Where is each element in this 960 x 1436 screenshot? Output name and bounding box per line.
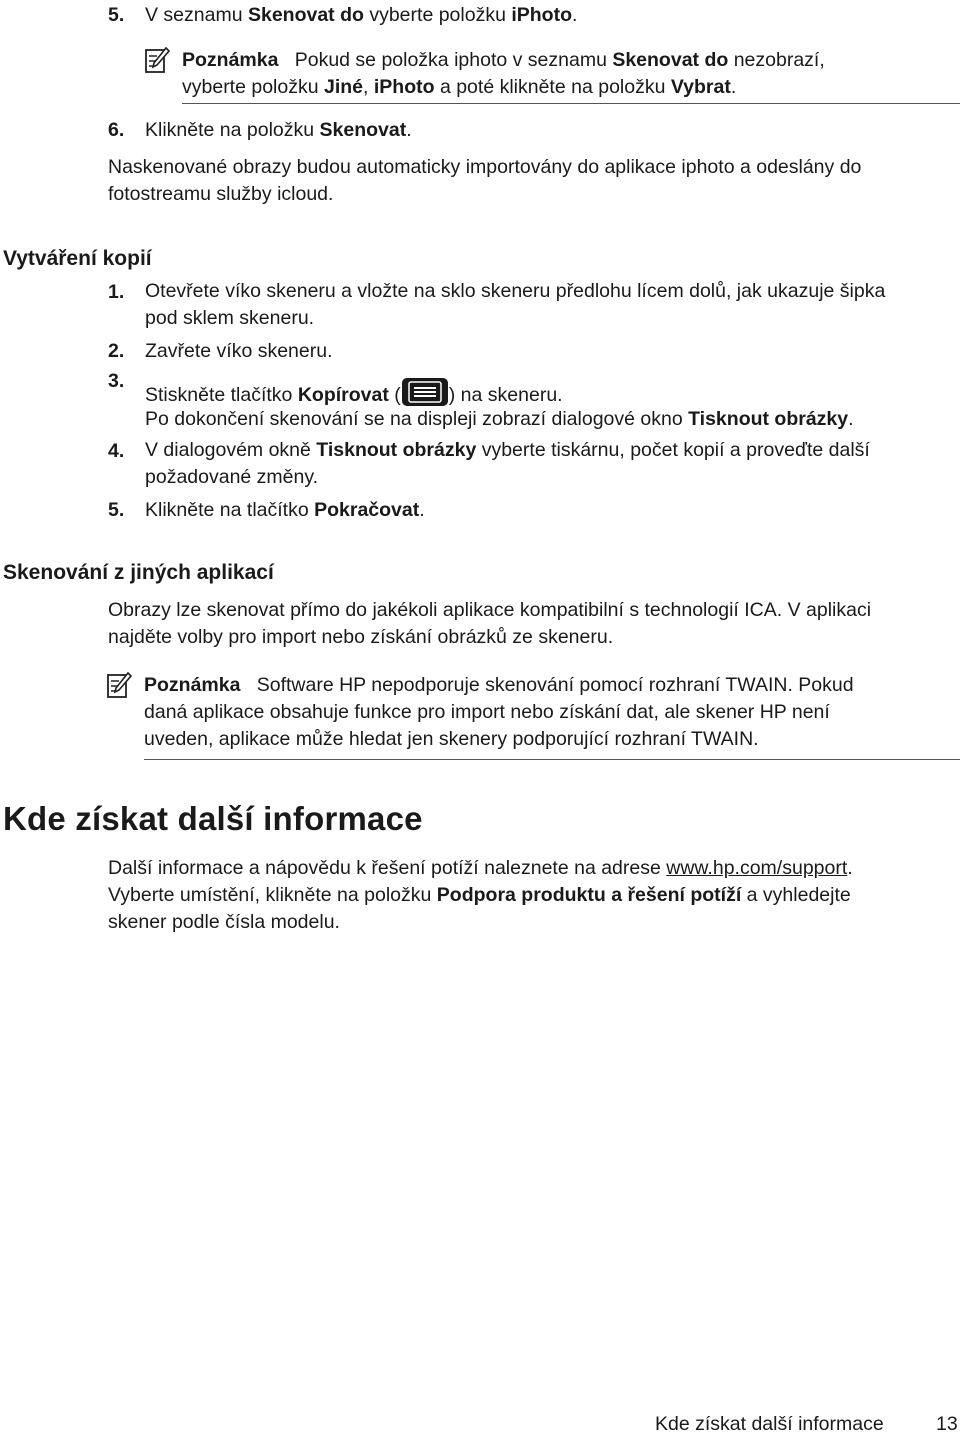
page-number: 13	[936, 1413, 958, 1435]
step-number: 3.	[108, 370, 125, 392]
paragraph: Další informace a nápovědu k řešení potíží naleznete na adrese www.hp.com/support. Vyberte umístění, klikněte na položku Podpora produktu a řešení potíží a vyhledejte skener podle čísla modelu.	[108, 857, 853, 933]
step-number: 6.	[108, 119, 125, 141]
step-text: Otevřete víko skeneru a vložte na sklo skeneru předlohu lícem dolů, jak ukazuje šipka pod sklem skeneru.	[145, 280, 886, 329]
note-rule	[144, 759, 960, 760]
support-link[interactable]: www.hp.com/support	[666, 857, 848, 879]
step-text: Klikněte na položku Skenovat.	[145, 119, 412, 141]
note-icon	[144, 46, 170, 74]
step-text: Klikněte na tlačítko Pokračovat.	[145, 499, 425, 521]
page-heading: Kde získat další informace	[3, 800, 423, 837]
note-icon	[106, 671, 132, 699]
step-number: 4.	[108, 440, 125, 462]
footer-section-title: Kde získat další informace	[655, 1413, 884, 1435]
step-text: V dialogovém okně Tisknout obrázky vyberte tiskárnu, počet kopií a proveďte další požadované změny.	[145, 439, 870, 488]
paragraph: Obrazy lze skenovat přímo do jakékoli aplikace kompatibilní s technologií ICA. V aplikaci najděte volby pro import nebo získání obrázků ze skeneru.	[108, 599, 872, 648]
step-text: Po dokončení skenování se na displeji zobrazí dialogové okno Tisknout obrázky.	[145, 408, 854, 430]
step-number: 5.	[108, 4, 125, 26]
section-heading: Vytváření kopií	[3, 247, 152, 270]
copy-button-icon	[401, 377, 449, 407]
paragraph: Naskenované obrazy budou automaticky importovány do aplikace iphoto a odeslány do fotostreamu služby icloud.	[108, 156, 862, 205]
step-text: Zavřete víko skeneru.	[145, 340, 333, 362]
note-text: Poznámka Pokud se položka iphoto v seznamu Skenovat do nezobrazí, vyberte položku Jiné, iPhoto a poté klikněte na položku Vybrat.	[182, 49, 825, 98]
step-number: 2.	[108, 340, 125, 362]
step-number: 5.	[108, 499, 125, 521]
note-text: Poznámka Software HP nepodporuje skenování pomocí rozhraní TWAIN. Pokud daná aplikace obsahuje funkce pro import nebo získání dat, ale skener HP není uveden, aplikace může hledat jen skenery podporující rozhraní TWAIN.	[144, 674, 854, 750]
step-text: V seznamu Skenovat do vyberte položku iPhoto.	[145, 4, 578, 26]
step-text: Stiskněte tlačítko Kopírovat ( ) na skeneru.	[145, 377, 563, 407]
section-heading: Skenování z jiných aplikací	[3, 561, 274, 584]
note-rule	[182, 103, 960, 104]
step-number: 1.	[108, 281, 125, 303]
